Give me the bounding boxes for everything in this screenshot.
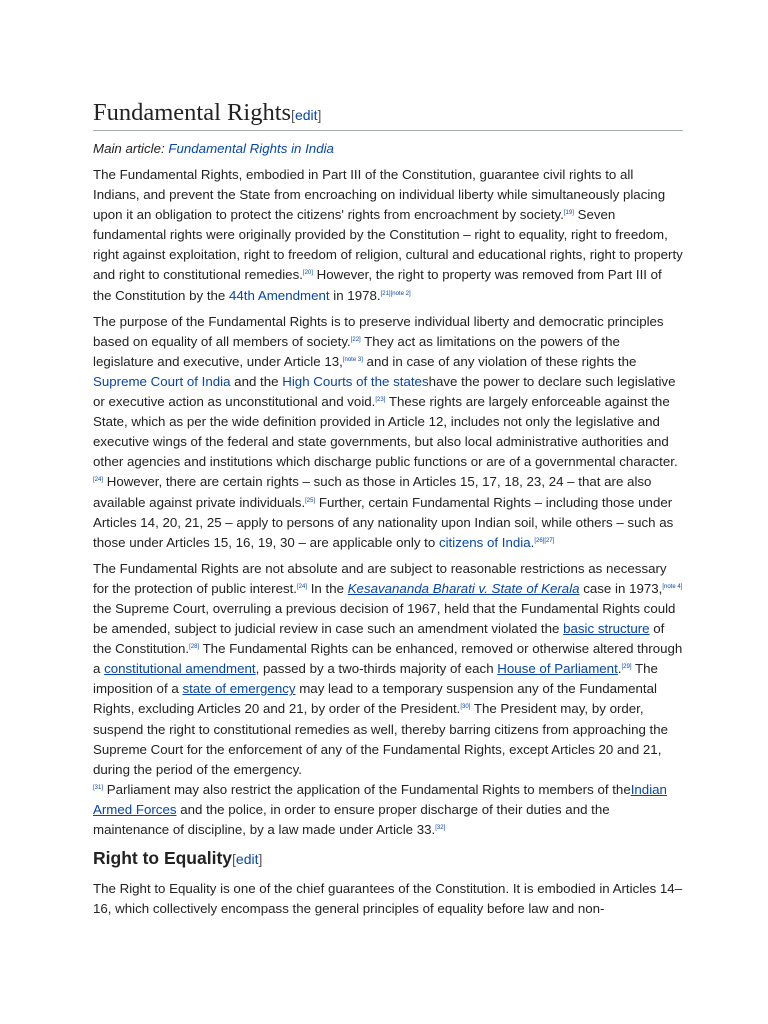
citation-26[interactable]: [26] — [534, 537, 545, 544]
citation-25[interactable]: [25] — [305, 497, 316, 504]
link-kesavananda-bharati[interactable]: Kesavananda Bharati v. State of Kerala — [347, 580, 580, 596]
section-heading-text: Fundamental Rights — [93, 99, 292, 126]
edit-subsection: [edit] — [232, 851, 263, 868]
note-2[interactable]: [note 2] — [390, 290, 411, 297]
citation-22[interactable]: [22] — [350, 336, 361, 343]
link-constitutional-amendment[interactable]: constitutional amendment — [104, 661, 256, 677]
paragraph-1: The Fundamental Rights, embodied in Part III of the Constitution, guarantee civil rights to all Indians, and prevent the State from encroaching on individual liberty while simultaneously placing upon it an obligation to protect the citizens' rights from encroachment by society.[19] Seven fundamental rights were originally provided by the Constitution – right to equality, right to freedom, right against exploitation, right to freedom of religion, cultural and educational rights, right to property and right to constitutional remedies.[20] However, the right to property was removed from Part III of the Constitution by the 44th Amendment in 1978.[21][note 2] — [93, 167, 683, 303]
citation-24[interactable]: [24] — [93, 477, 104, 484]
edit-link-subsection[interactable]: edit — [235, 851, 259, 868]
link-44th-amendment[interactable]: 44th Amendment — [229, 287, 330, 303]
note-4[interactable]: [note 4] — [662, 583, 683, 590]
paragraph-3: The Fundamental Rights are not absolute and are subject to reasonable restrictions as necessary for the protection of public interest.[24] In the Kesavananda Bharati v. State of Kerala case in 1973,[note 4] the Supreme Court, overruling a previous decision of 1967, held that the Fundamental Rights could be amended, subject to judicial review in case such an amendment violated the basic structure of the Constitution.[28] The Fundamental Rights can be enhanced, removed or otherwise altered through a constitutional amendment, passed by a two-thirds majority of each House of Parliament.[29] The imposition of a state of emergency may lead to a temporary suspension any of the Fundamental Rights, excluding Articles 20 and 21, by order of the President.[30] The President may, by order, suspend the right to constitutional remedies as well, thereby barring citizens from approaching the Supreme Court for the enforcement of any of the Fundamental Rights, except Articles 20 and 21, during the period of the emergency. [31] Parliament may also restrict the application of the Fundamental Rights to members of theIndian Armed Forces and the police, in order to ensure proper discharge of their duties and the maintenance of discipline, by a law made under Article 33.[32] — [93, 560, 683, 837]
link-basic-structure[interactable]: basic structure — [563, 621, 650, 637]
note-3[interactable]: [note 3] — [342, 356, 363, 363]
citation-19[interactable]: [19] — [563, 210, 574, 217]
edit-link[interactable]: edit — [294, 107, 318, 123]
main-article-link[interactable]: Fundamental Rights in India — [168, 141, 334, 156]
link-citizens-of-india[interactable]: citizens of India — [438, 534, 531, 550]
citation-30[interactable]: [30] — [460, 704, 471, 711]
citation-29[interactable]: [29] — [621, 664, 632, 671]
citation-27[interactable]: [27] — [544, 537, 555, 544]
main-article-hatnote: Main article: Fundamental Rights in India — [93, 141, 334, 156]
paragraph-2: The purpose of the Fundamental Rights is to preserve individual liberty and democratic principles based on equality of all members of society.[22] They act as limitations on the powers of the legislature and executive, under Article 13,[note 3] and in case of any violation of these rights the Supreme Court of India and the High Courts of the stateshave the power to declare such legislative or executive action as unconstitutional and void.[23] These rights are largely enforceable against the State, which as per the wide definition provided in Article 12, includes not only the legislative and executive wings of the federal and state governments, but also local administrative authorities and other agencies and institutions which discharge public functions or are of a governmental character.[24] However, there are certain rights – such as those in Articles 15, 17, 18, 23, 24 – that are also available against private individuals.[25] Further, certain Fundamental Rights – including those under Articles 14, 20, 21, 25 – apply to persons of any nationality upon Indian soil, while others – such as those under Articles 15, 16, 19, 30 – are applicable only to citizens of India.[26][27] — [93, 313, 678, 550]
subsection-heading-text: Right to Equality — [93, 848, 233, 869]
article-content — [93, 99, 683, 925]
citation-24b[interactable]: [24] — [297, 583, 308, 590]
citation-28[interactable]: [28] — [189, 644, 200, 651]
link-house-of-parliament[interactable]: House of Parliament — [497, 661, 618, 677]
citation-21[interactable]: [21] — [380, 290, 391, 297]
citation-20[interactable]: [20] — [302, 270, 313, 277]
link-state-of-emergency[interactable]: state of emergency — [182, 681, 296, 697]
subsection-heading — [93, 846, 683, 871]
citation-31[interactable]: [31] — [93, 784, 104, 791]
link-indian-armed-forces[interactable]: Indian Armed Forces — [93, 781, 667, 817]
citation-32[interactable]: [32] — [435, 825, 446, 831]
edit-section: [edit] — [291, 107, 322, 123]
section-heading — [93, 99, 683, 131]
citation-23[interactable]: [23] — [375, 397, 386, 404]
link-supreme-court-of-india[interactable]: Supreme Court of India — [93, 373, 231, 389]
paragraph-4: The Right to Equality is one of the chief guarantees of the Constitution. It is embodied in Articles 14–16, which collectively encompass the general principles of equality before law and non- — [93, 881, 683, 917]
link-high-courts[interactable]: High Courts of the states — [282, 373, 429, 389]
